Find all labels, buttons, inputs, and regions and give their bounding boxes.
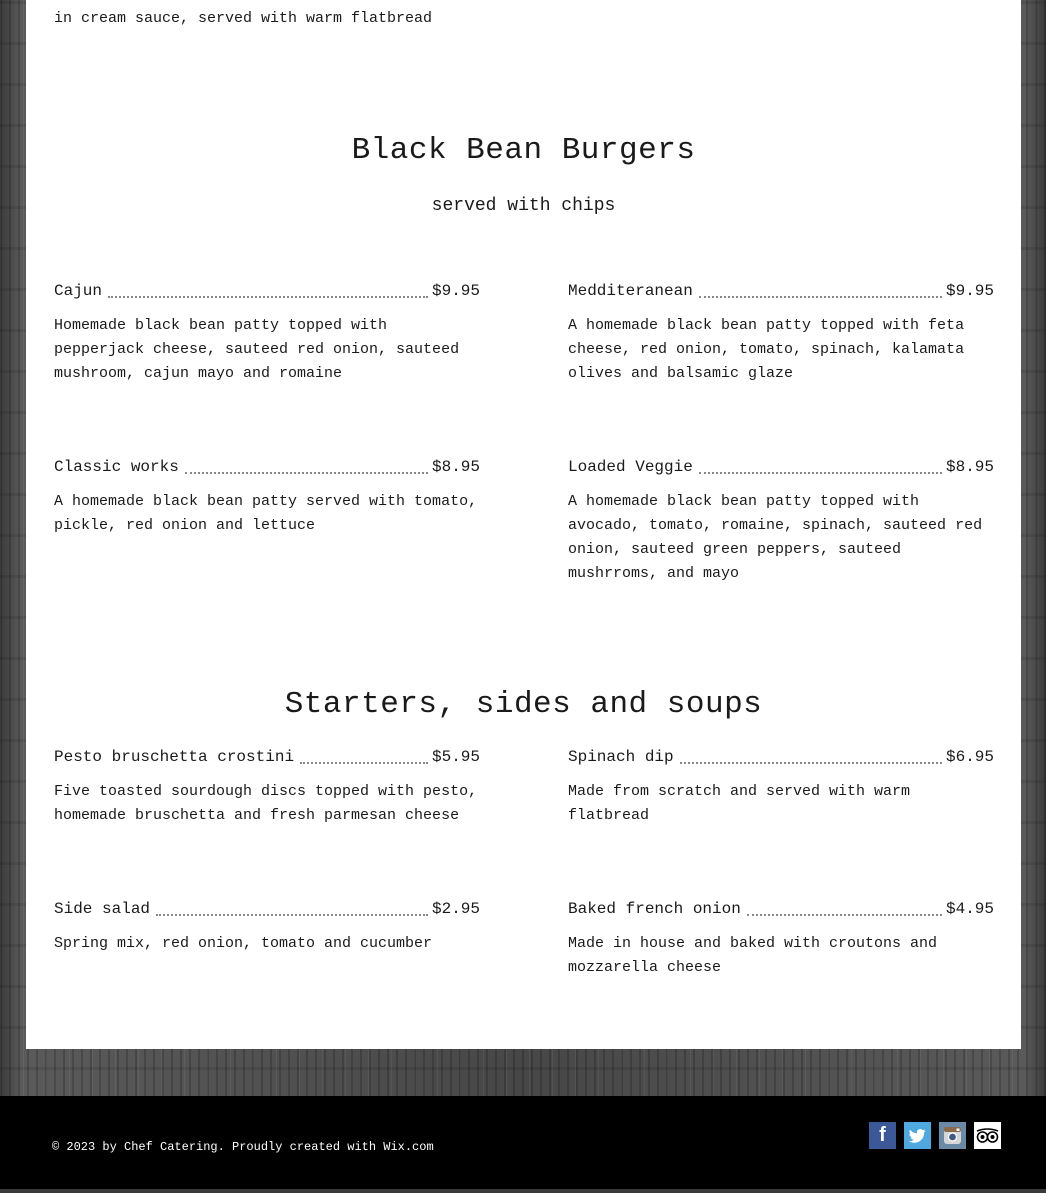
menu-item-description: Made in house and baked with croutons and mozzarella cheese xyxy=(568,935,938,976)
menu-item-name: Side salad xyxy=(54,900,151,918)
menu-item-header xyxy=(568,747,994,767)
menu-item-description: Homemade black bean patty topped with pepperjack cheese, sauteed red onion, sauteed mushroom, cajun mayo and romaine xyxy=(54,317,460,382)
previous-item-description-fragment: in cream sauce, served with warm flatbread xyxy=(54,10,433,27)
dot-leader xyxy=(747,913,942,916)
menu-item-header xyxy=(54,747,480,767)
dot-leader xyxy=(108,295,428,298)
menu-item-name: Baked french onion xyxy=(568,900,741,918)
section-title-starters-sides-soups: Starters, sides and soups xyxy=(284,687,763,722)
menu-item-name: Medditeranean xyxy=(568,282,693,300)
menu-item-description: A homemade black bean patty topped with feta cheese, red onion, tomato, spinach, kalamata olives and balsamic glaze xyxy=(568,317,965,382)
menu-item-price: $4.95 xyxy=(945,900,994,918)
footer-edge xyxy=(0,1189,1046,1193)
menu-item-header xyxy=(54,457,480,477)
menu-item-price: $8.95 xyxy=(945,458,994,476)
menu-item-header xyxy=(568,457,994,477)
dot-leader xyxy=(699,471,942,474)
menu-item-name: Spinach dip xyxy=(568,748,674,766)
twitter-bird-glyph xyxy=(909,1129,926,1143)
menu-item-price: $5.95 xyxy=(431,748,480,766)
menu-item-description: Five toasted sourdough discs topped with pesto, homemade bruschetta and fresh parmesan cheese xyxy=(54,783,478,824)
menu-item-price: $8.95 xyxy=(431,458,480,476)
dot-leader xyxy=(156,913,428,916)
menu-item-header xyxy=(54,899,480,919)
menu-item-header xyxy=(54,281,480,301)
menu-item-description: A homemade black bean patty served with tomato, pickle, red onion and lettuce xyxy=(54,493,478,534)
menu-item-price: $9.95 xyxy=(431,282,480,300)
menu-item-name: Cajun xyxy=(54,282,103,300)
menu-item-description: Spring mix, red onion, tomato and cucumber xyxy=(54,935,433,952)
twitter-icon[interactable] xyxy=(904,1122,931,1149)
tripadvisor-icon[interactable] xyxy=(974,1122,1001,1149)
copyright-text: © 2023 by Chef Catering. Proudly created with Wix.com xyxy=(52,1140,434,1154)
menu-item-description: Made from scratch and served with warm flatbread xyxy=(568,783,911,824)
tripadvisor-owl-glyph xyxy=(976,1128,999,1143)
facebook-icon[interactable]: f xyxy=(869,1122,896,1149)
menu-item-price: $9.95 xyxy=(945,282,994,300)
dot-leader xyxy=(699,295,942,298)
menu-item-header xyxy=(568,899,994,919)
section-subtitle: served with chips xyxy=(431,196,616,216)
menu-item-header xyxy=(568,281,994,301)
dot-leader xyxy=(300,761,428,764)
instagram-icon[interactable] xyxy=(939,1122,966,1149)
dot-leader xyxy=(680,761,942,764)
menu-item-name: Classic works xyxy=(54,458,179,476)
menu-item-price: $6.95 xyxy=(945,748,994,766)
section-title-black-bean-burgers: Black Bean Burgers xyxy=(351,133,696,168)
menu-item-name: Loaded Veggie xyxy=(568,458,693,476)
instagram-camera-glyph xyxy=(943,1126,962,1145)
menu-item-description: A homemade black bean patty topped with avocado, tomato, romaine, spinach, sauteed red onion, sauteed green peppers, sauteed mushrroms, and mayo xyxy=(568,493,983,582)
menu-item-price: $2.95 xyxy=(431,900,480,918)
menu-item-name: Pesto bruschetta crostini xyxy=(54,748,295,766)
dot-leader xyxy=(185,471,428,474)
